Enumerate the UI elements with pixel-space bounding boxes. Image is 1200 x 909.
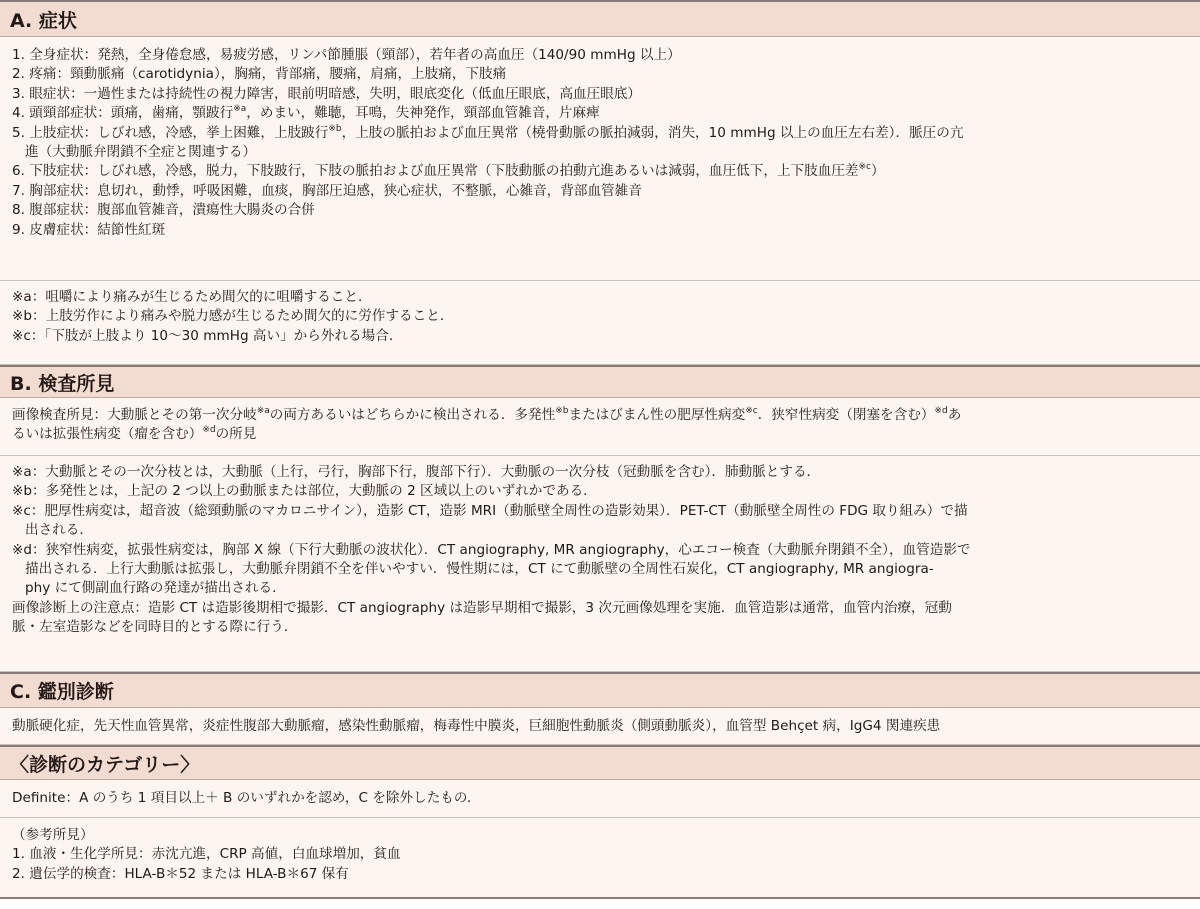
section-a-header [0,0,1200,37]
section-b-notes [0,456,1200,672]
category-header [0,745,1200,780]
section-b-header [0,365,1200,398]
footnote: ※c：肥厚性病変は，超音波（総頸動脈のマカロニサイン），造影 CT，造影 MRI（動脈壁全周性の造影効果）．PET-CT（動脈壁全周性の FDG 取り組み）で描 [12,502,968,519]
footnote-continued: 描出される．上行大動脈は拡張し，大動脈弁閉鎖不全を伴いやすい．慢性期には，CT にて動脈壁の全周性石炭化，CT angiography, MR angiogra- [25,561,934,578]
footnote-ref: ※a [233,104,247,115]
definite-criteria: Definite：A のうち 1 項目以上＋ B のいずれかを認め，C を除外したもの． [12,790,481,806]
footnote-continued: 出される． [25,522,93,539]
section-c-body [0,708,1200,745]
symptom-item: 6. 下肢症状：しびれ感，冷感，脱力，下肢跛行，下肢の脈拍および血圧異常（下肢動脈の拍動亢進あるいは減弱，血圧低下，上下肢血圧差$^{※c}$） [12,162,885,180]
reference-title: （参考所見） [12,827,94,843]
imaging-findings-continued: るいは拡張性病変（瘤を含む）$^{※d}$の所見 [12,425,257,443]
symptom-item: 4. 頭頸部症状：頭痛，歯痛，顎跛行$^{※a}$，めまい，難聴，耳鳴，失神発作，頸部血管雑音，片麻痺 [12,104,600,122]
footnote: ※d：狭窄性病変，拡張性病変は，胸部 X 線（下行大動脈の波状化）．CT angiography, MR angiography，心エコー検査（大動脈弁閉鎖不全），血管造影で [12,541,971,558]
symptom-item-continued: 進（大動脈弁閉鎖不全症と関連する） [25,144,257,161]
symptom-item: 9. 皮膚症状：結節性紅斑 [12,221,166,238]
footnote-ref: ※c [858,162,872,173]
symptom-item: 8. 腹部症状：腹部血管雑音，潰瘍性大腸炎の合併 [12,202,315,219]
reference-item: 1. 血液・生化学所見：赤沈亢進，CRP 高値，白血球増加，貧血 [12,846,401,863]
section-a-title: A. 症状 [10,9,77,32]
symptom-item: 5. 上肢症状：しびれ感，冷感，挙上困難，上肢跛行$^{※b}$，上肢の脈拍および血圧異常（橈骨動脈の脈拍減弱，消失，10 mmHg 以上の血圧左右差）．脈圧の亢 [12,123,964,141]
section-b-title: B. 検査所見 [10,372,115,395]
symptom-item: 7. 胸部症状：息切れ，動悸，呼吸困難，血痰，胸部圧迫感，狭心症状，不整脈，心雑音，背部血管雑音 [12,182,642,199]
reference-item: 2. 遺伝学的検査：HLA-B＊52 または HLA-B＊67 保有 [12,865,349,882]
footnote-continued: phy にて側副血行路の発達が描出される． [25,580,286,597]
section-c-title: C. 鑑別診断 [10,681,114,703]
symptom-item: 2. 疼痛：頸動脈痛（carotidynia），胸痛，背部痛，腰痛，肩痛，上肢痛，下肢痛 [12,66,507,83]
category-body [0,780,1200,818]
section-a-items [0,37,1200,281]
imaging-caution-continued: 脈・左室造影などを同時目的とする際に行う． [12,619,298,636]
footnote: ※c：「下肢が上肢より 10〜30 mmHg 高い」から外れる場合． [12,327,403,344]
section-c-header [0,672,1200,708]
footnote: ※b：上肢労作により痛みや脱力感が生じるため間欠的に労作すること． [12,308,454,325]
section-a-notes [0,281,1200,365]
imaging-caution: 画像診断上の注意点：造影 CT は造影後期相で撮影．CT angiography は造影早期相で撮影，3 次元画像処理を実施．血管造影は通常，血管内治療，冠動 [12,599,952,616]
section-b-main [0,398,1200,456]
differential-list: 動脈硬化症，先天性血管異常，炎症性腹部大動脈瘤，感染性動脈瘤，梅毒性中膜炎，巨細胞性動脈炎（側頭動脈炎），血管型 Behçet 病，IgG4 関連疾患 [12,718,941,734]
footnote: ※a：大動脈とその一次分枝とは，大動脈（上行，弓行，胸部下行，腹部下行）．大動脈の一次分枝（冠動脈を含む）．肺動脈とする． [12,464,821,480]
symptom-item: 3. 眼症状：一過性または持続性の視力障害，眼前明暗感，失明，眼底変化（低血圧眼底，高血圧眼底） [12,85,642,102]
reference-findings [0,818,1200,899]
footnote-ref: ※b [328,123,342,134]
symptom-item: 1. 全身症状：発熱，全身倦怠感，易疲労感，リンパ節腫脹（頸部），若年者の高血圧（140/90 mmHg 以上） [12,47,681,63]
footnote: ※b：多発性とは，上記の 2 つ以上の動脈または部位，大動脈の 2 区域以上のいずれかである． [12,483,597,500]
footnote: ※a：咀嚼により痛みが生じるため間欠的に咀嚼すること． [12,289,372,305]
category-title: 〈診断のカテゴリー〉 [10,753,200,776]
imaging-findings: 画像検査所見：大動脈とその第一次分岐$^{※a}$の両方あるいはどちらかに検出される．多発性$^{※b}$またはびまん性の肥厚性病変$^{※c}$．狭窄性病変（閉塞を含む）$^{※d}$あ [12,406,962,423]
